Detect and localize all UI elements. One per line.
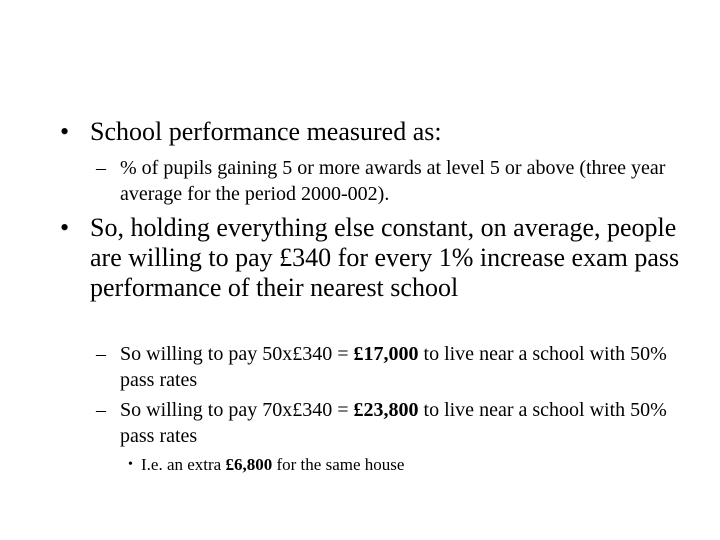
sub-bullet-pupils-percentage xyxy=(96,155,666,207)
sub-bullet-text xyxy=(120,397,676,449)
bullet-marker: • xyxy=(128,457,133,472)
sub-bullet-70x xyxy=(96,397,676,449)
text-post: to live near a school with 50% pass rates xyxy=(120,343,667,391)
dash-marker: – xyxy=(96,157,106,179)
bullet-text: So, holding everything else constant, on average, people are willing to pay £340 for every 1% increase exam pass performance of their nearest school xyxy=(90,213,680,302)
sub-bullet-text xyxy=(120,341,676,393)
bullet-school-performance xyxy=(60,117,680,147)
sub-sub-bullet-text xyxy=(141,455,404,475)
text-post: to live near a school with 50% pass rates xyxy=(120,399,667,447)
bold-amount: £17,000 xyxy=(353,343,419,365)
bold-amount: £6,800 xyxy=(225,455,273,474)
text-post: for the same house xyxy=(272,455,405,474)
dash-marker: – xyxy=(96,343,106,365)
bullet-text: School performance measured as: xyxy=(90,117,442,146)
bullet-marker: • xyxy=(60,213,70,242)
sub-bullet-text: % of pupils gaining 5 or more awards at level 5 or above (three year average for the period 2000-002). xyxy=(120,157,666,205)
sub-sub-bullet-extra xyxy=(128,455,648,475)
text-pre: So willing to pay 50x£340 = xyxy=(120,343,354,365)
sub-bullet-50x xyxy=(96,341,676,393)
bullet-willingness-to-pay xyxy=(60,213,690,303)
text-pre: I.e. an extra xyxy=(141,455,226,474)
dash-marker: – xyxy=(96,399,106,421)
text-pre: So willing to pay 70x£340 = xyxy=(120,399,354,421)
bullet-marker: • xyxy=(60,117,70,146)
bold-amount: £23,800 xyxy=(353,399,419,421)
